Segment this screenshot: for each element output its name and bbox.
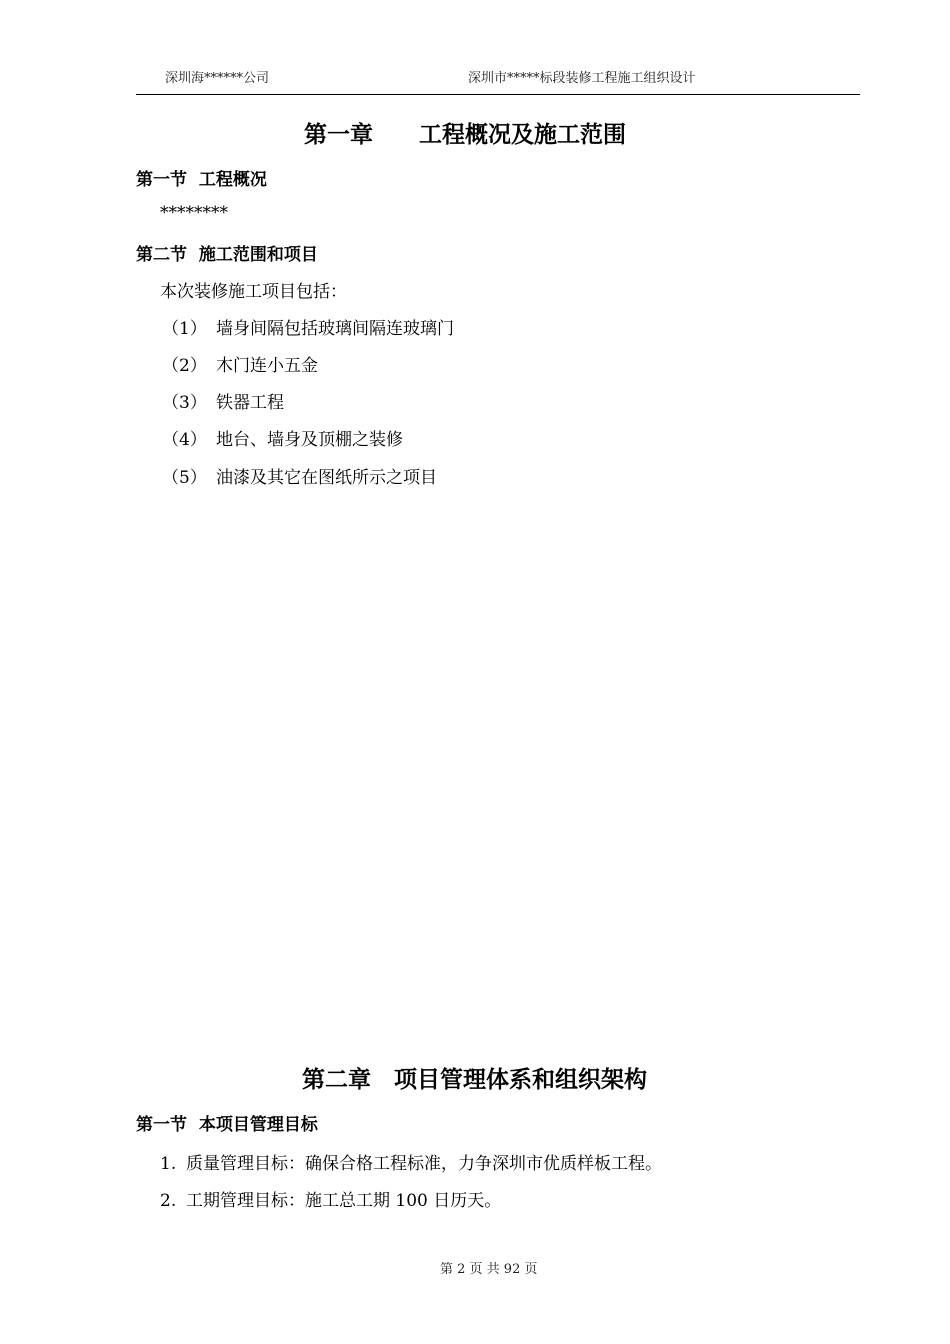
chapter-1-section-1-text: ********	[160, 203, 228, 223]
header-company-name: 深圳海******公司	[165, 71, 270, 86]
page-number-footer: 第 2 页 共 92 页	[440, 1262, 538, 1277]
chapter-1-section-2-heading: 第二节 施工范围和项目	[136, 245, 318, 265]
scope-item-number: （1）	[162, 319, 207, 339]
chapter-1-section-1-heading: 第一节 工程概况	[136, 170, 267, 190]
goal-item-number: 2.	[160, 1191, 177, 1211]
scope-item-text: 铁器工程	[216, 393, 284, 413]
scope-item-text: 木门连小五金	[216, 356, 318, 376]
scope-intro: 本次装修施工项目包括：	[160, 282, 347, 302]
goal-item-number: 1.	[160, 1154, 177, 1174]
scope-item-number: （5）	[162, 468, 207, 488]
chapter-1-title: 第一章 工程概况及施工范围	[304, 122, 626, 148]
scope-list-item	[162, 463, 437, 488]
goal-item-text: 工期管理目标：施工总工期 100 日历天。	[186, 1191, 502, 1211]
scope-list-item	[162, 425, 403, 450]
goal-list-item	[160, 1149, 662, 1174]
scope-item-text: 墙身间隔包括玻璃间隔连玻璃门	[216, 319, 454, 339]
scope-item-text: 油漆及其它在图纸所示之项目	[216, 468, 437, 488]
scope-item-number: （2）	[162, 356, 207, 376]
goal-item-text: 质量管理目标：确保合格工程标准，力争深圳市优质样板工程。	[186, 1154, 662, 1174]
header-document-title: 深圳市*****标段装修工程施工组织设计	[468, 71, 696, 86]
scope-list-item	[162, 388, 284, 413]
scope-list-item	[162, 351, 318, 376]
scope-list-item	[162, 314, 454, 339]
scope-item-text: 地台、墙身及顶棚之装修	[216, 430, 403, 450]
goal-list-item	[160, 1186, 501, 1211]
header-divider	[136, 94, 860, 95]
chapter-2-title: 第二章 项目管理体系和组织架构	[302, 1067, 647, 1093]
chapter-2-section-1-heading: 第一节 本项目管理目标	[136, 1115, 318, 1135]
scope-item-number: （3）	[162, 393, 207, 413]
scope-item-number: （4）	[162, 430, 207, 450]
